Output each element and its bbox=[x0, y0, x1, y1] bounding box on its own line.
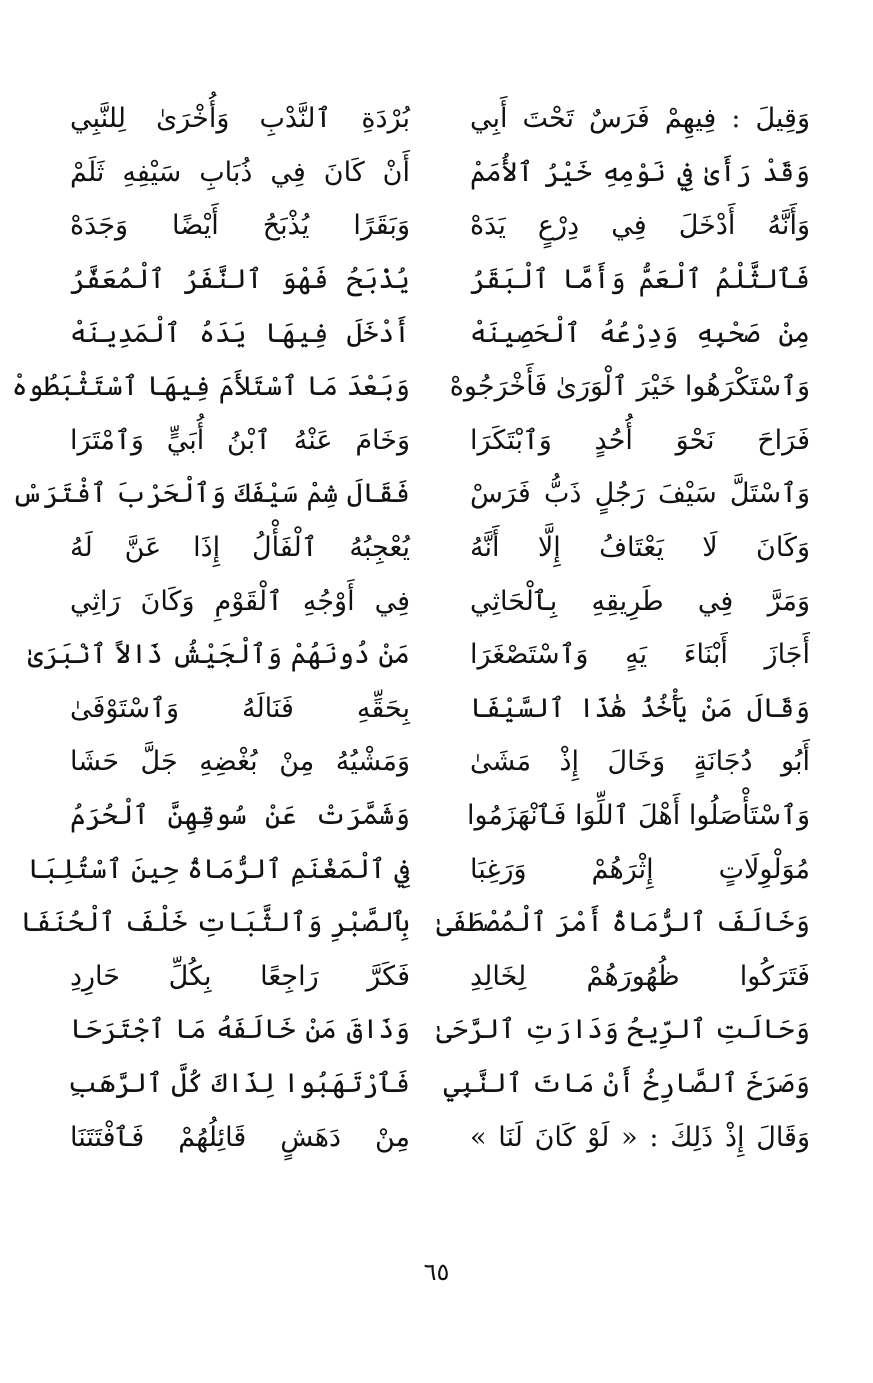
verse-line bbox=[67, 1057, 810, 1111]
right-hemistich: وَقِيلَ : فِيهِمْ فَرَسٌ تَحْتَ أَبِي bbox=[470, 103, 810, 135]
left-hemistich: يُعْجِبُهُ ٱلْفَأْلُ إِذَا عَنَّ لَهُ bbox=[70, 532, 410, 564]
right-hemistich: أَجَازَ أَبْنَاءَ يَهٍ وَٱسْتَصْغَرَا bbox=[470, 639, 810, 671]
left-hemistich: مَنْ دُونَهُمْ وَٱلْجَيْشُ ذَالاً ٱنْبَرَىٰ bbox=[27, 639, 410, 671]
verse-line bbox=[27, 842, 810, 896]
right-hemistich: وَمَرَّ فِي طَرِيقِهِ بِٱلْحَاثِي bbox=[470, 585, 810, 617]
right-hemistich: وَخَالَفَ ٱلرُّمَاةُ أَمْرَ ٱلْمُصْطَفَىٰ bbox=[436, 907, 810, 939]
right-hemistich: فَتَرَكُوا ظُهُورَهُمْ لِخَالِدِ bbox=[470, 960, 810, 992]
left-hemistich: وَذَاقَ مَنْ خَالَفَهُ مَا ٱجْتَرَحَا bbox=[70, 1014, 410, 1046]
left-hemistich: أَنْ كَانَ فِي ذُبَابِ سَيْفِهِ ثَلَمْ bbox=[70, 156, 410, 188]
left-hemistich: أَدْخَلَ فِيهَا يَدَهُ ٱلْمَدِينَهْ bbox=[70, 317, 410, 349]
right-hemistich: وَٱسْتَلَّ سَيْفَ رَجُلٍ ذَبُّ فَرَسْ bbox=[470, 478, 810, 510]
verse-line bbox=[70, 199, 810, 253]
verse-line bbox=[70, 92, 810, 146]
verse-line bbox=[70, 1110, 810, 1164]
verse-line bbox=[70, 414, 810, 468]
left-hemistich: يُذْبَحُ فَهْوَ ٱلنَّفَرُ ٱلْمُعَفَّرُ bbox=[70, 264, 410, 296]
right-hemistich: وَقَالَ إِذْ ذَلِكَ : « لَوْ كَانَ لَنَا » bbox=[470, 1121, 810, 1153]
left-hemistich: فِي أَوْجُهِ ٱلْقَوْمِ وَكَانَ رَاثِي bbox=[70, 585, 410, 617]
right-hemistich: وَصَرَخَ ٱلصَّارِخُ أَنْ مَاتَ ٱلنَّبِي bbox=[443, 1067, 810, 1099]
verse-line bbox=[70, 950, 810, 1004]
verse-line bbox=[20, 896, 810, 950]
left-hemistich: مِنْ دَهَشٍ قَائِلُهُمْ فَٱفْتَتَنَا bbox=[70, 1121, 410, 1153]
verse-line bbox=[11, 467, 810, 521]
right-hemistich: وَقَالَ مَنْ يَأْخُذُ هَٰذَا ٱلسَّيْفَا bbox=[470, 692, 810, 724]
right-hemistich: وَٱسْتَأْصَلُوا أَهْلَ ٱللِّوَا فَٱنْهَزَمُوا bbox=[466, 800, 810, 832]
right-hemistich: مِنْ صَحْبِهِ وَدِرْعُهُ ٱلْحَصِينَهْ bbox=[470, 317, 810, 349]
verse-line bbox=[70, 146, 810, 200]
verse-line bbox=[70, 735, 810, 789]
verse-line bbox=[70, 306, 810, 360]
right-hemistich: مُوَلْوِلَاتٍ إِثْرَهُمْ وَرَغِبَا bbox=[470, 853, 810, 885]
right-hemistich: أَبُو دُجَانَةٍ وَخَالَ إِذْ مَشَىٰ bbox=[470, 746, 810, 778]
left-hemistich: بُرْدَةِ ٱلنَّدْبِ وَأُخْرَىٰ لِلنَّبِي bbox=[70, 103, 410, 135]
right-hemistich: وَكَانَ لَا يَعْتَافُ إِلَّا أَنَّهُ bbox=[470, 532, 810, 564]
left-hemistich: وَبَعْدَ مَا ٱسْتَلأَمَ فِيهَا ٱسْتَثْبَطُوهْ bbox=[11, 371, 410, 403]
right-hemistich: وَٱسْتَكْرَهُوا خَيْرَ ٱلْوَرَىٰ فَأَخْرَجُوهْ bbox=[449, 371, 810, 403]
left-hemistich: فَٱرْتَهَبُوا لِذَاكَ كُلَّ ٱلرَّهَبِ bbox=[67, 1067, 410, 1099]
verse-line bbox=[70, 521, 810, 575]
verse-line bbox=[27, 628, 810, 682]
right-hemistich: فَرَاحَ نَحْوَ أُحُدٍ وَٱبْتَكَرَا bbox=[470, 424, 810, 456]
left-hemistich: فَكَرَّ رَاجِعًا بِكُلِّ حَارِدِ bbox=[70, 960, 410, 992]
left-hemistich: بِٱلصَّبْرِ وَٱلثَّبَاتِ خَلْفَ ٱلْحُنَفَا bbox=[20, 907, 410, 939]
left-hemistich: بِحَقِّهِ فَنَالَهُ وَٱسْتَوْفَىٰ bbox=[70, 692, 410, 724]
left-hemistich: وَبَقَرًا يُذْبَحُ أَيْضًا وَجَدَهْ bbox=[70, 210, 410, 242]
verse-line bbox=[11, 360, 810, 414]
page-number: ٦٥ bbox=[423, 1258, 450, 1286]
left-hemistich: فَقَالَ شِمْ سَيْفَكَ وَٱلْحَرْبَ ٱفْتَرَسْ bbox=[11, 478, 410, 510]
left-hemistich: وَمَشْيُهُ مِنْ بُغْضِهِ جَلَّ حَشَا bbox=[70, 746, 410, 778]
verse-line bbox=[70, 789, 810, 843]
verse-line bbox=[70, 574, 810, 628]
left-hemistich: وَخَامَ عَنْهُ ٱبْنُ أُبَيٍّ وَٱمْتَرَا bbox=[70, 424, 410, 456]
right-hemistich: فَٱلثَّلْمُ ٱلْعَمُّ وَأَمَّا ٱلْبَقَرُ bbox=[470, 264, 810, 296]
verse-line bbox=[70, 682, 810, 736]
left-hemistich: وَشَمَّرَتْ عَنْ سُوقِهِنَّ ٱلْحُرَمُ bbox=[70, 800, 410, 832]
left-hemistich: فِي ٱلْمَغْنَمِ ٱلرُّمَاةُ حِينَ ٱسْتُلِبَا bbox=[27, 853, 410, 885]
verse-line bbox=[70, 1003, 810, 1057]
verse-line bbox=[70, 253, 810, 307]
right-hemistich: وَحَالَتِ ٱلرِّيحُ وَدَارَتِ ٱلرَّحَىٰ bbox=[436, 1014, 810, 1046]
right-hemistich: وَأَنَّهُ أَدْخَلَ فِي دِرْعٍ يَدَهْ bbox=[470, 210, 810, 242]
poem-body bbox=[11, 92, 810, 1164]
right-hemistich: وَقَدْ رَأَىٰ فِي نَوْمِهِ خَيْرُ ٱلأُمَمْ bbox=[470, 156, 810, 188]
